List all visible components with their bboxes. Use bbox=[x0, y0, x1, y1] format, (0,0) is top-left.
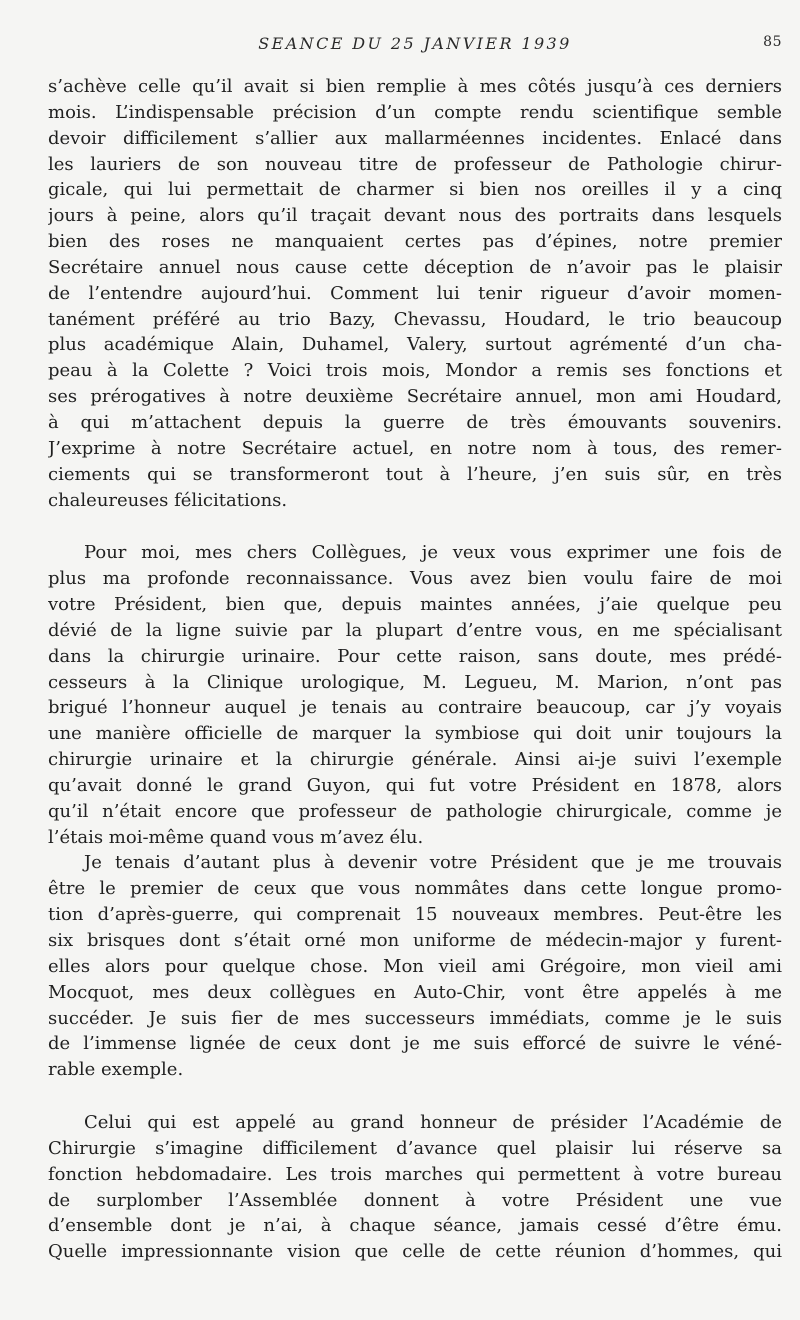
text-line: jours à peine, alors qu’il traçait devant nous des portraits dans lesquels bbox=[48, 205, 782, 227]
paragraph-3 bbox=[48, 850, 782, 1083]
text-line: de surplomber l’Assemblée donnent à votre Président une vue bbox=[48, 1189, 782, 1211]
text-line: dans la chirurgie urinaire. Pour cette raison, sans doute, mes prédé- bbox=[48, 645, 782, 667]
text-line: dévié de la ligne suivie par la plupart d’entre vous, en me spécialisant bbox=[48, 619, 782, 641]
text-line: rable exemple. bbox=[48, 1059, 184, 1081]
paragraph-2 bbox=[48, 540, 782, 850]
text-line: plus ma profonde reconnaissance. Vous avez bien voulu faire de moi bbox=[48, 568, 782, 590]
paragraph-gap bbox=[48, 513, 782, 540]
paragraph-4 bbox=[48, 1110, 782, 1265]
text-line: tion d’après-guerre, qui comprenait 15 nouveaux membres. Peut-être les bbox=[48, 904, 782, 926]
text-line: elles alors pour quelque chose. Mon vieil ami Grégoire, mon vieil ami bbox=[48, 955, 782, 977]
body-text bbox=[48, 74, 782, 1265]
text-line: l’étais moi-même quand vous m’avez élu. bbox=[48, 826, 424, 848]
text-line: à qui m’attachent depuis la guerre de très émouvants souvenirs. bbox=[48, 411, 782, 433]
text-line: chaleureuses félicitations. bbox=[48, 489, 288, 511]
paragraph-gap bbox=[48, 1083, 782, 1110]
text-line: Chirurgie s’imagine difficilement d’avance quel plaisir lui réserve sa bbox=[48, 1137, 782, 1159]
text-line: ciements qui se transformeront tout à l’heure, j’en suis sûr, en très bbox=[48, 463, 782, 485]
text-line: une manière officielle de marquer la symbiose qui doit unir toujours la bbox=[48, 723, 782, 745]
text-line: être le premier de ceux que vous nommâtes dans cette longue promo- bbox=[48, 878, 782, 900]
text-line: Quelle impressionnante vision que celle de cette réunion d’hommes, qui bbox=[48, 1241, 782, 1263]
text-line: Pour moi, mes chers Collègues, je veux vous exprimer une fois de bbox=[84, 542, 782, 564]
text-line: mois. L’indispensable précision d’un compte rendu scientifique semble bbox=[48, 101, 782, 123]
text-line: les lauriers de son nouveau titre de professeur de Pathologie chirur- bbox=[48, 153, 782, 175]
text-line: s’achève celle qu’il avait si bien remplie à mes côtés jusqu’à ces derniers bbox=[48, 76, 782, 97]
text-line: peau à la Colette ? Voici trois mois, Mondor a remis ses fonctions et bbox=[48, 360, 782, 382]
page-number: 85 bbox=[763, 34, 782, 50]
text-line: Celui qui est appelé au grand honneur de présider l’Académie de bbox=[84, 1112, 782, 1134]
text-line: de l’immense lignée de ceux dont je me suis efforcé de suivre le véné- bbox=[48, 1033, 782, 1055]
text-line: plus académique Alain, Duhamel, Valery, surtout agrémenté d’un cha- bbox=[48, 334, 782, 356]
text-line: fonction hebdomadaire. Les trois marches qui permettent à votre bureau bbox=[48, 1163, 782, 1185]
text-line: bien des roses ne manquaient certes pas d’épines, notre premier bbox=[48, 231, 782, 253]
text-line: qu’avait donné le grand Guyon, qui fut votre Président en 1878, alors bbox=[48, 774, 782, 796]
paragraph-1 bbox=[48, 74, 782, 513]
text-line: devoir difficilement s’allier aux mallarméennes incidentes. Enlacé dans bbox=[48, 127, 782, 149]
text-line: J’exprime à notre Secrétaire actuel, en notre nom à tous, des remer- bbox=[48, 437, 782, 459]
running-head: SEANCE DU 25 JANVIER 1939 bbox=[258, 34, 572, 53]
text-line: cesseurs à la Clinique urologique, M. Legueu, M. Marion, n’ont pas bbox=[48, 671, 782, 693]
text-line: Je tenais d’autant plus à devenir votre Président que je me trouvais bbox=[84, 852, 782, 874]
page-header bbox=[48, 34, 782, 56]
text-line: brigué l’honneur auquel je tenais au contraire beaucoup, car j’y voyais bbox=[48, 697, 782, 719]
text-line: ses prérogatives à notre deuxième Secrétaire annuel, mon ami Houdard, bbox=[48, 386, 782, 408]
text-line: Mocquot, mes deux collègues en Auto-Chir, vont être appelés à me bbox=[48, 981, 782, 1003]
text-line: votre Président, bien que, depuis maintes années, j’aie quelque peu bbox=[48, 594, 782, 616]
text-line: gicale, qui lui permettait de charmer si bien nos oreilles il y a cinq bbox=[48, 179, 782, 201]
text-line: Secrétaire annuel nous cause cette déception de n’avoir pas le plaisir bbox=[48, 256, 782, 278]
text-line: six brisques dont s’était orné mon uniforme de médecin-major y furent- bbox=[48, 930, 782, 951]
text-line: d’ensemble dont je n’ai, à chaque séance, jamais cessé d’être ému. bbox=[48, 1215, 782, 1237]
text-line: tanément préféré au trio Bazy, Chevassu, Houdard, le trio beaucoup bbox=[48, 308, 782, 330]
text-line: de l’entendre aujourd’hui. Comment lui tenir rigueur d’avoir momen- bbox=[48, 282, 782, 304]
text-line: succéder. Je suis fier de mes successeurs immédiats, comme je le suis bbox=[48, 1007, 782, 1029]
text-line: qu’il n’était encore que professeur de pathologie chirurgicale, comme je bbox=[48, 800, 782, 822]
text-line: chirurgie urinaire et la chirurgie générale. Ainsi ai-je suivi l’exemple bbox=[48, 749, 782, 771]
